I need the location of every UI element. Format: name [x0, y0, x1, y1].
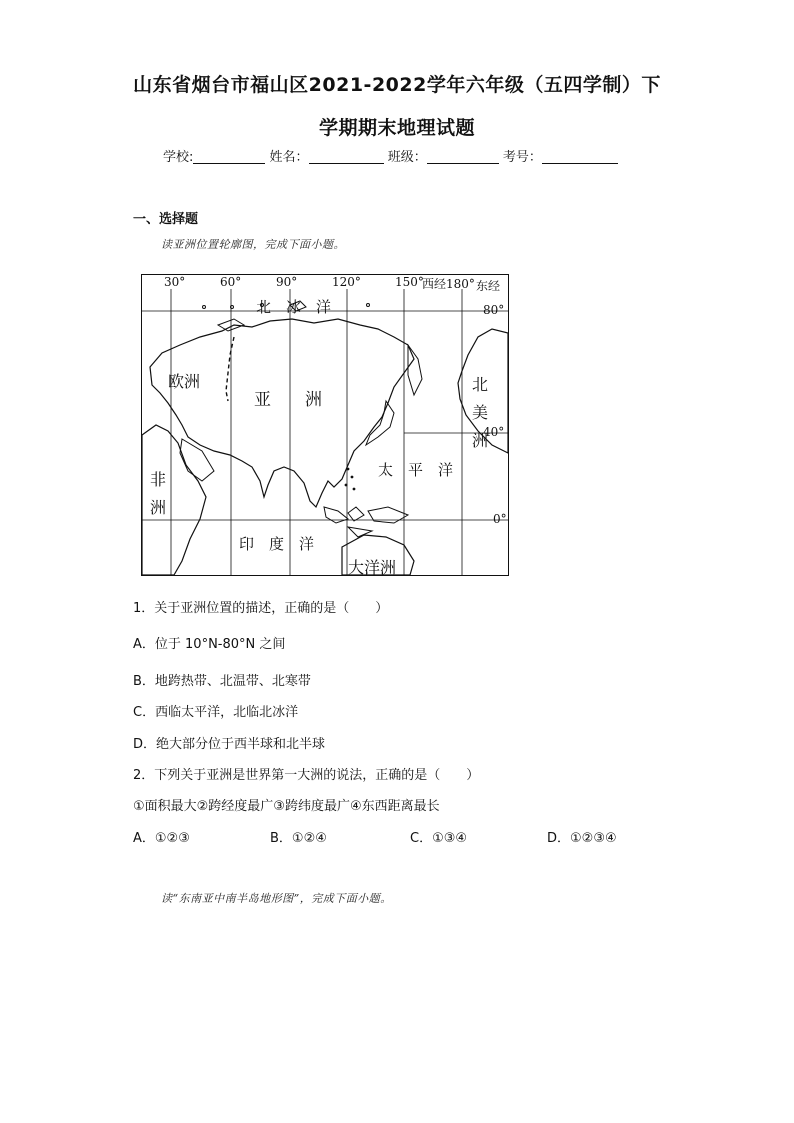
question-2-option-b[interactable]: B．①②④ [270, 831, 327, 846]
lat-0: 0° [493, 512, 507, 526]
school-blank[interactable] [193, 150, 265, 164]
name-blank[interactable] [309, 150, 384, 164]
document-title-line2: 学期期末地理试题 [318, 117, 475, 139]
question-1-stem: 1．关于亚洲位置的描述，正确的是（ ） [133, 601, 389, 616]
europe-asia-boundary [226, 337, 234, 401]
japan-islands [366, 401, 394, 445]
document-title-line1: 山东省烟台市福山区2021-2022学年六年级（五四学制）下 [133, 74, 661, 96]
label-north-america-1: 北 [472, 375, 489, 394]
student-info-row [163, 146, 618, 165]
label-indian-ocean: 印 度 洋 [239, 535, 315, 553]
label-north-america-3: 洲 [472, 431, 489, 450]
label-oceania: 大洋洲 [348, 558, 397, 577]
label-africa-1: 非 [150, 470, 167, 489]
name-label: 姓名： [269, 150, 309, 165]
question-2-stem: 2．下列关于亚洲是世界第一大洲的说法，正确的是（ ） [133, 768, 480, 783]
intro-text-1: 读亚洲位置轮廓图，完成下面小题。 [161, 238, 345, 251]
question-1-option-c[interactable]: C．西临太平洋，北临北冰洋 [133, 705, 299, 720]
class-label: 班级： [387, 150, 427, 165]
philippines-dots [345, 468, 356, 491]
lat-80: 80° [483, 303, 505, 317]
label-africa-2: 洲 [150, 498, 167, 517]
exam-no-label: 考号： [502, 150, 542, 165]
lat-40: 40° [483, 425, 505, 439]
section-heading: 一、选择题 [133, 212, 199, 227]
lon-90: 90° [276, 275, 298, 289]
question-2-statements: ①面积最大②跨经度最广③跨纬度最广④东西距离最长 [133, 799, 440, 814]
eurasia-outline [150, 319, 414, 507]
kamchatka [408, 345, 422, 395]
map-gridlines [142, 289, 508, 575]
label-arctic-ocean: 北 冰 洋 [256, 298, 332, 316]
sea-islands [324, 507, 408, 537]
lon-150: 150° [395, 275, 424, 289]
label-pacific-ocean: 太 平 洋 [378, 461, 454, 479]
lon-60: 60° [220, 275, 242, 289]
lon-30: 30° [164, 275, 186, 289]
question-1-option-b[interactable]: B．地跨热带、北温带、北寒带 [133, 674, 311, 689]
label-europe: 欧洲 [168, 372, 201, 391]
question-1-option-a[interactable]: A．位于 10°N-80°N 之间 [133, 637, 286, 652]
exam-no-blank[interactable] [542, 150, 618, 164]
label-asia: 亚 洲 [254, 390, 322, 410]
intro-text-2: 读“东南亚中南半岛地形图”，完成下面小题。 [161, 892, 392, 905]
question-2-option-a[interactable]: A．①②③ [133, 831, 190, 846]
map-graphic [142, 275, 508, 575]
lon-120: 120° [332, 275, 361, 289]
class-blank[interactable] [427, 150, 499, 164]
question-2-option-c[interactable]: C．①③④ [410, 831, 468, 846]
label-north-america-2: 美 [472, 403, 489, 422]
question-2-option-d[interactable]: D．①②③④ [547, 831, 617, 846]
asia-location-map [141, 274, 509, 576]
lon-180-west: 西经180° [422, 277, 475, 291]
question-1-option-d[interactable]: D．绝大部分位于西半球和北半球 [133, 737, 326, 752]
lon-east-label: 东经 [476, 279, 501, 293]
school-label: 学校: [163, 150, 194, 165]
arabian-peninsula [180, 439, 214, 481]
